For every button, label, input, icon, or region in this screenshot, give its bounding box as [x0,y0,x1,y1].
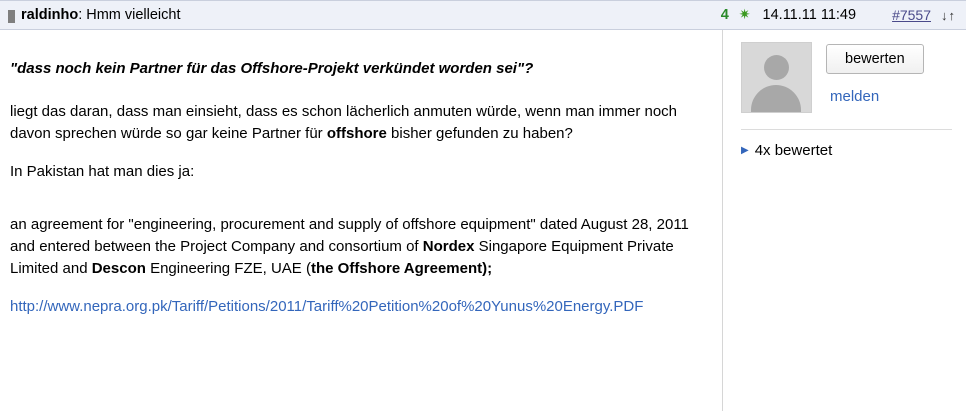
source-link[interactable]: http://www.nepra.org.pk/Tariff/Petitions/2011/Tariff%20Petition%20of%20Yunus%20Energy.PDF [10,298,644,316]
triangle-right-icon: ▶ [741,144,749,156]
rate-button[interactable]: bewerten [826,44,924,74]
post-body [0,30,966,411]
avatar-shoulders-shape [751,85,801,113]
post-subject[interactable]: Hmm vielleicht [86,7,181,23]
paragraph-3-part-2: Singapore Equipment Private Limited and [10,237,674,277]
post-nav-arrows[interactable]: ↓↑ [941,7,956,23]
paragraph-1-part-1: liegt das daran, dass man einsieht, dass es schon lächerlich anmuten würde, wenn man immer noch davon sprechen würde so gar keine Partner für [10,102,678,142]
paragraph-2: In Pakistan hat man dies ja: [10,163,195,181]
paragraph-1-emphasis: offshore [326,124,387,142]
paragraph-3-part-3: Engineering FZE, UAE ( [145,259,311,277]
report-link[interactable]: melden [830,88,880,105]
paragraph-3-emphasis-3: the Offshore Agreement); [310,259,493,277]
paragraph-1-part-2: bisher gefunden zu haben? [386,124,573,142]
paragraph-3-emphasis-2: Descon [91,259,146,277]
source-link-paragraph [10,296,704,319]
post-permalink[interactable]: #7557 [892,7,931,23]
sidebar-top [741,42,952,113]
author-subject-separator: : [78,7,83,23]
paragraph-3 [10,214,704,279]
sidebar-actions [826,42,924,105]
sidebar-divider [741,129,952,130]
avatar-placeholder-icon [741,42,812,113]
rated-summary-label: 4x bewertet [754,142,833,159]
rating-count: 4 [720,7,729,23]
post-text-column [0,30,723,411]
post-header [0,0,966,30]
post-date: 14.11.11 11:49 [762,7,857,23]
paragraph-spacer [10,200,704,214]
post-author[interactable]: raldinho [21,7,79,23]
paragraph-3-emphasis-1: Nordex [422,237,475,255]
post-sidebar [723,30,966,411]
post-header-right [721,7,956,23]
quoted-text: "dass noch kein Partner für das Offshore-Projekt verkündet worden sei"? [10,60,534,77]
avatar-head-shape [764,55,789,80]
post-header-left [8,7,721,23]
paragraph-3-part-1: an agreement for "engineering, procurement and supply of offshore equipment" dated August 28, 2011 and entered between the Project Company and consortium of [10,216,689,255]
paragraph-1 [10,101,704,145]
post-marker-icon [8,10,15,23]
star-icon: ✷ [738,6,751,22]
rated-summary[interactable] [741,142,952,159]
